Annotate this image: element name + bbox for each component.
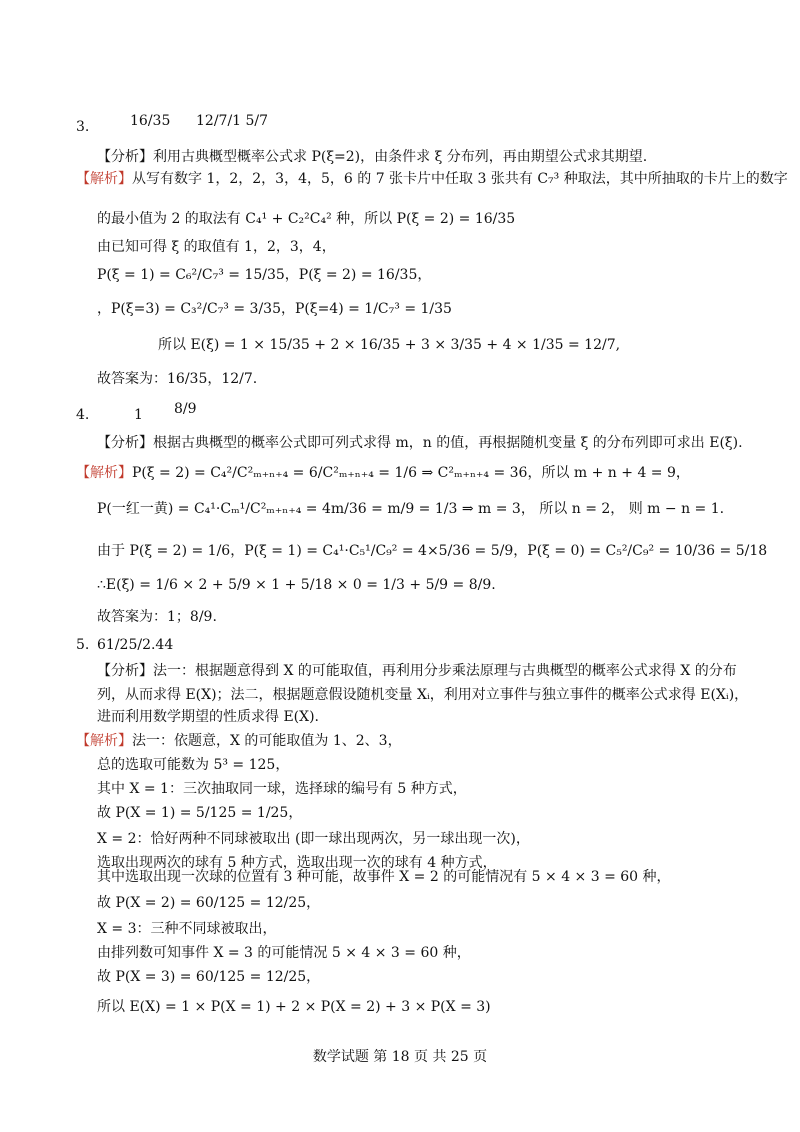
q5-solution-11: 故 P(X = 3) = 60/125 = 12/25， — [97, 969, 321, 985]
analysis-text: 法一：根据题意得到 X 的可能取值，再利用分步乘法原理与古典概型的概率公式求得 X 的分布 — [153, 663, 737, 679]
solution-text: P(ξ = 2) = C₄²/C²ₘ₊ₙ₊₄ = 6/C²ₘ₊ₙ₊₄ = 1/6 ⇒ C²ₘ₊ₙ₊₄ = 36，所以 m + n + 4 = 9， — [132, 465, 690, 481]
analysis-tag: 【分析】 — [97, 149, 153, 165]
q4-number: 4. — [76, 407, 90, 423]
q5-solution-8: 故 P(X = 2) = 60/125 = 12/25， — [97, 895, 321, 911]
q5-solution-7: 其中选取出现一次球的位置有 3 种可能，故事件 X = 2 的可能情况有 5 × 4 × 3 = 60 种， — [97, 869, 671, 885]
q5-analysis-3: 进而利用数学期望的性质求得 E(X). — [97, 709, 320, 725]
prob-xi-2: P(ξ = 2) = 16/35 — [298, 267, 418, 283]
q3-analysis — [97, 150, 647, 164]
q3-solution-1 — [76, 172, 788, 186]
q5-solution-6: 选取出现两次的球有 5 种方式，选取出现一次的球有 4 种方式， — [97, 855, 497, 871]
q5-answer: 61/25/2.44 — [97, 637, 174, 653]
q3-solution-2 — [97, 212, 515, 226]
q3-number: 3. — [76, 119, 90, 135]
q4-solution-3: 由于 P(ξ = 2) = 1/6，P(ξ = 1) = C₄¹·C₅¹/C₉² = 4×5/36 = 5/9，P(ξ = 0) = C₅²/C₉² = 10/36 = 5/18 — [97, 543, 768, 559]
page-footer: 数学试题 第 18 页 共 25 页 — [312, 1049, 488, 1065]
q5-number: 5. — [76, 637, 90, 653]
q4-solution-4: ∴E(ξ) = 1/6 × 2 + 5/9 × 1 + 5/18 × 0 = 1/3 + 5/9 = 8/9. — [97, 577, 496, 593]
q4-solution-1 — [76, 466, 690, 480]
q3-answer-b: 12/7/1 5/7 — [196, 113, 269, 129]
q4-answer-b: 8/9 — [174, 401, 197, 417]
solution-tag: 【解析】 — [76, 465, 132, 481]
solution-tag: 【解析】 — [76, 733, 132, 749]
q5-analysis-2: 列，从而求得 E(X)；法二，根据题意假设随机变量 Xᵢ，利用对立事件与独立事件的概率公式求得 E(Xᵢ)， — [97, 687, 749, 703]
solution-text: 法一：依题意，X 的可能取值为 1、2、3， — [132, 733, 402, 749]
q5-analysis-1 — [97, 664, 737, 678]
q5-solution-10: 由排列数可知事件 X = 3 的可能情况 5 × 4 × 3 = 60 种， — [97, 945, 471, 961]
q4-answer-a: 1 — [134, 407, 143, 423]
q3-solution-6: 所以 E(ξ) = 1 × 15/35 + 2 × 16/35 + 3 × 3/35 + 4 × 1/35 = 12/7, — [158, 337, 621, 353]
q5-solution-9: X = 3：三种不同球被取出， — [97, 921, 277, 937]
q5-solution-5: X = 2：恰好两种不同球被取出 (即一球出现两次，另一球出现一次)， — [97, 831, 530, 847]
solution-result: 16/35 — [474, 211, 516, 227]
prob-xi-3: P(ξ=3) = C₃²/C₇³ = 3/35 — [111, 301, 281, 317]
q4-solution-2: P(一红一黄) = C₄¹·Cₘ¹/C²ₘ₊ₙ₊₄ = 4m/36 = m/9 = 1/3 ⇒ m = 3， 所以 n = 2， 则 m − n = 1. — [97, 501, 725, 517]
analysis-tag: 【分析】 — [97, 435, 153, 451]
q5-solution-12: 所以 E(X) = 1 × P(X = 1) + 2 × P(X = 2) + 3 × P(X = 3) — [97, 999, 491, 1015]
solution-tag: 【解析】 — [76, 171, 132, 187]
prob-xi-1: P(ξ = 1) = C₆²/C₇³ = 15/35 — [97, 267, 285, 283]
analysis-text: 利用古典概型概率公式求 P(ξ=2)，由条件求 ξ 分布列，再由期望公式求其期望. — [153, 149, 648, 165]
solution-text: 的最小值为 2 的取法有 C₄¹ + C₂²C₄² 种，所以 P(ξ = 2) = — [97, 211, 471, 227]
analysis-text: 根据古典概型的概率公式即可列式求得 m，n 的值，再根据随机变量 ξ 的分布列即可求出 E(ξ). — [153, 435, 743, 451]
q5-solution-4: 故 P(X = 1) = 5/125 = 1/25， — [97, 805, 303, 821]
q3-solution-5: ，P(ξ=3) = C₃²/C₇³ = 3/35，P(ξ=4) = 1/C₇³ = 1/35 — [97, 301, 452, 317]
q3-final: 故答案为：16/35，12/7. — [97, 371, 258, 387]
q5-solution-1 — [76, 734, 402, 748]
q3-solution-3: 由已知可得 ξ 的取值有 1，2，3，4， — [97, 239, 336, 255]
q5-solution-3: 其中 X = 1：三次抽取同一球，选择球的编号有 5 种方式， — [97, 781, 467, 797]
prob-xi-4: P(ξ=4) = 1/C₇³ = 1/35 — [294, 301, 452, 317]
q3-answer-a: 16/35 — [130, 113, 171, 129]
q5-solution-2: 总的选取可能数为 5³ = 125， — [97, 757, 290, 773]
q4-final: 故答案为：1；8/9. — [97, 609, 217, 625]
analysis-tag: 【分析】 — [97, 663, 153, 679]
q3-solution-4: P(ξ = 1) = C₆²/C₇³ = 15/35，P(ξ = 2) = 16/35， — [97, 267, 432, 283]
q4-analysis — [97, 436, 743, 450]
solution-text: 从写有数字 1，2，2，3，4，5，6 的 7 张卡片中任取 3 张共有 C₇³ 种取法，其中所抽取的卡片上的数字 — [132, 171, 788, 187]
